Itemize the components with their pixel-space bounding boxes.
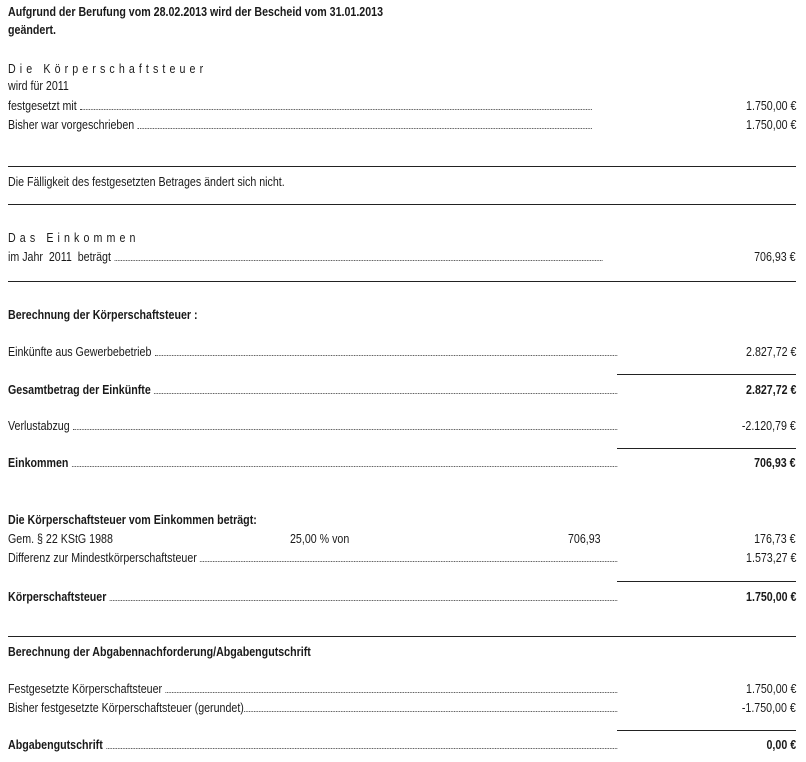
abgabengutschrift-row (8, 737, 617, 753)
abgaben-title (8, 644, 311, 660)
row-value: -1.750,00 € (742, 700, 796, 715)
dot-leader (155, 344, 618, 356)
base-amount: 706,93 (568, 531, 601, 546)
header-text: Aufgrund der Berufung vom 28.02.2013 wird der Bescheid vom 31.01.2013 (8, 4, 384, 19)
sum-rule (617, 581, 796, 582)
row-value: 2.827,72 € (745, 382, 796, 397)
title-text: Die Körperschaftsteuer (8, 61, 208, 76)
section-title: Die Körperschaftsteuer vom Einkommen beträgt: (8, 512, 257, 527)
gesamtbetrag-row (8, 382, 617, 398)
gem-row (8, 531, 113, 547)
row-label: im Jahr 2011 beträgt (8, 249, 111, 264)
row-label: Verlustabzug (8, 418, 70, 433)
dot-leader (137, 117, 591, 129)
steuer-title (8, 512, 257, 528)
row-value: 1.573,27 € (745, 550, 796, 565)
festsetzung-year (8, 78, 69, 94)
bisher-row (8, 117, 592, 133)
row-value: 1.750,00 € (745, 117, 796, 132)
dot-leader (244, 700, 617, 712)
header-line-2 (8, 22, 56, 38)
row-value: 1.750,00 € (745, 98, 796, 113)
row-label: Festgesetzte Körperschaftsteuer (8, 681, 163, 696)
row-label: Abgabengutschrift (8, 737, 103, 752)
dot-leader (106, 737, 617, 749)
einkommen-title (8, 230, 140, 246)
row-label: Differenz zur Mindestkörperschaftsteuer (8, 550, 197, 565)
row-value: 176,73 € (754, 531, 796, 546)
dot-leader (73, 418, 617, 430)
bisher-festgesetzte-row (8, 700, 617, 716)
row-label: Einkommen (8, 455, 69, 470)
koerperschaftsteuer-total-row (8, 589, 617, 605)
divider (8, 281, 796, 282)
year-text: wird für 2011 (8, 78, 69, 93)
verlustabzug-row (8, 418, 617, 434)
header-text: geändert. (8, 22, 56, 37)
einkuenfte-row (8, 344, 617, 360)
faelligkeit-note (8, 174, 285, 190)
dot-leader (154, 382, 617, 394)
rate-text: 25,00 % von (290, 531, 350, 546)
berechnung-title (8, 307, 198, 323)
differenz-row (8, 550, 617, 566)
row-value: 706,93 € (754, 455, 796, 470)
festsetzung-title (8, 61, 207, 77)
row-label: Gem. § 22 KStG 1988 (8, 531, 113, 546)
sum-rule (617, 374, 796, 375)
sum-rule (617, 730, 796, 731)
row-label: Körperschaftsteuer (8, 589, 107, 604)
row-value: 1.750,00 € (745, 681, 796, 696)
dot-leader (114, 249, 602, 261)
row-label: festgesetzt mit (8, 98, 77, 113)
festgesetzte-row (8, 681, 617, 697)
divider (8, 204, 796, 205)
row-value: 2.827,72 € (745, 344, 796, 359)
title-text: Das Einkommen (8, 230, 140, 245)
row-label: Bisher festgesetzte Körperschaftsteuer (gerundet) (8, 700, 244, 715)
einkommen-total-row (8, 455, 617, 471)
section-title: Berechnung der Abgabennachforderung/Abgabengutschrift (8, 644, 311, 659)
dot-leader (80, 98, 592, 110)
dot-leader (72, 455, 618, 467)
festgesetzt-row (8, 98, 592, 114)
row-label: Gesamtbetrag der Einkünfte (8, 382, 151, 397)
einkommen-row (8, 249, 603, 265)
note-text: Die Fälligkeit des festgesetzten Betrages ändert sich nicht. (8, 174, 285, 189)
header-line-1 (8, 4, 383, 20)
section-title: Berechnung der Körperschaftsteuer : (8, 307, 198, 322)
dot-leader (200, 550, 617, 562)
dot-leader (110, 589, 618, 601)
row-label: Einkünfte aus Gewerbebetrieb (8, 344, 152, 359)
row-value: 706,93 € (754, 249, 796, 264)
divider (8, 166, 796, 167)
divider (8, 636, 796, 637)
sum-rule (617, 448, 796, 449)
row-value: 0,00 € (766, 737, 796, 752)
dot-leader (165, 681, 617, 693)
row-label: Bisher war vorgeschrieben (8, 117, 135, 132)
row-value: 1.750,00 € (745, 589, 796, 604)
row-value: -2.120,79 € (742, 418, 796, 433)
